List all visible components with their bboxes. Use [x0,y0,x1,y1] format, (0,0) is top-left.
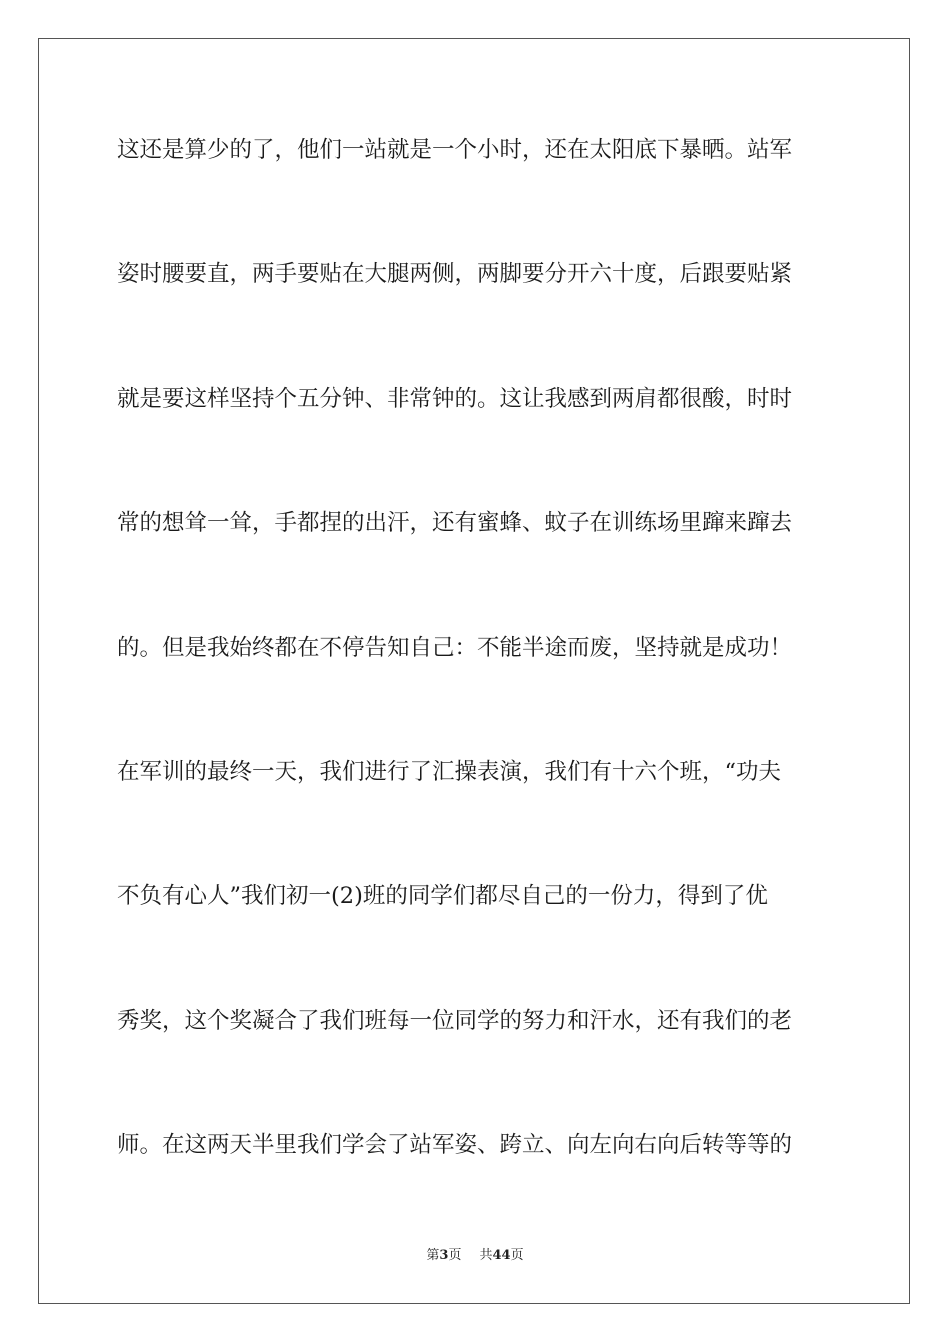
text-line: 姿时腰要直，两手要贴在大腿两侧，两脚要分开六十度，后跟要贴紧 [117,261,793,287]
text-line: 常的想耸一耸，手都捏的出汗，还有蜜蜂、蚊子在训练场里蹿来蹿去 [117,510,793,536]
text-line: 不负有心人”我们初一(2)班的同学们都尽自己的一份力，得到了优 [117,883,768,909]
text-line: 的。但是我始终都在不停告知自己：不能半途而废，坚持就是成功！ [117,635,793,661]
page-number: 3 [439,1248,449,1263]
text-line: 在军训的最终一天，我们进行了汇操表演，我们有十六个班，“功夫 [117,759,782,785]
page-footer [0,1247,950,1265]
total-prefix: 共 [479,1248,493,1263]
text-line: 就是要这样坚持个五分钟、非常钟的。这让我感到两肩都很酸，时时 [117,386,793,412]
page-prefix: 第 [426,1248,440,1263]
text-line: 师。在这两天半里我们学会了站军姿、跨立、向左向右向后转等等的 [117,1132,793,1158]
page-border [38,38,910,1304]
total-suffix: 页 [510,1248,524,1263]
text-line: 这还是算少的了，他们一站就是一个小时，还在太阳底下暴晒。站军 [117,137,793,163]
total-pages: 44 [492,1248,511,1263]
text-line: 秀奖，这个奖凝合了我们班每一位同学的努力和汗水，还有我们的老 [117,1008,793,1034]
page-suffix: 页 [448,1248,462,1263]
